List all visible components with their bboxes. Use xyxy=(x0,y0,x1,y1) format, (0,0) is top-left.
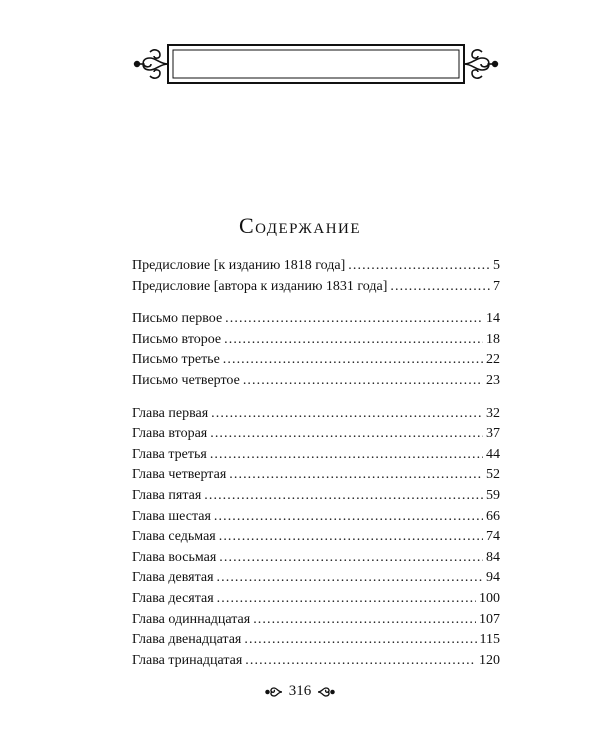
table-of-contents xyxy=(132,256,500,683)
toc-entry[interactable] xyxy=(132,465,500,486)
page-title: Содержание xyxy=(238,213,362,238)
toc-entry-label: Письмо четвертое xyxy=(132,372,240,388)
dot-leader xyxy=(348,256,490,277)
toc-entry-label: Глава двенадцатая xyxy=(132,632,242,648)
toc-entry[interactable] xyxy=(132,277,500,298)
toc-entry-label: Глава первая xyxy=(132,405,209,421)
toc-entry-page: 14 xyxy=(486,311,500,327)
page-footer xyxy=(0,683,600,700)
toc-entry[interactable] xyxy=(132,350,500,371)
toc-entry-page: 32 xyxy=(486,405,500,421)
dot-leader xyxy=(211,404,483,425)
toc-entry[interactable] xyxy=(132,371,500,392)
toc-entry-label: Глава четвертая xyxy=(132,467,227,483)
right-fleuron-icon xyxy=(317,686,335,698)
ornamental-frame-icon xyxy=(130,42,502,86)
toc-entry[interactable] xyxy=(132,330,500,351)
toc-entry-page: 66 xyxy=(486,508,500,524)
toc-entry-page: 107 xyxy=(479,611,500,627)
toc-entry-page: 37 xyxy=(486,426,500,442)
toc-entry-page: 84 xyxy=(486,549,500,565)
toc-entry[interactable] xyxy=(132,507,500,528)
toc-entry[interactable] xyxy=(132,309,500,330)
toc-entry-page: 120 xyxy=(479,652,500,668)
dot-leader xyxy=(224,330,483,351)
dot-leader xyxy=(244,630,476,651)
toc-entry-label: Глава тринадцатая xyxy=(132,652,243,668)
toc-entry[interactable] xyxy=(132,630,500,651)
toc-entry-page: 59 xyxy=(486,487,500,503)
toc-entry-label: Глава пятая xyxy=(132,487,202,503)
dot-leader xyxy=(253,610,476,631)
dot-leader xyxy=(390,277,490,298)
toc-entry-page: 44 xyxy=(486,446,500,462)
toc-entry-page: 115 xyxy=(479,632,500,648)
dot-leader xyxy=(219,548,483,569)
toc-entry[interactable] xyxy=(132,610,500,631)
toc-entry-label: Глава третья xyxy=(132,446,207,462)
toc-entry-label: Глава десятая xyxy=(132,590,214,606)
dot-leader xyxy=(225,309,483,330)
toc-entry-page: 22 xyxy=(486,352,500,368)
toc-group xyxy=(132,404,500,672)
toc-entry[interactable] xyxy=(132,568,500,589)
toc-entry[interactable] xyxy=(132,256,500,277)
toc-entry[interactable] xyxy=(132,424,500,445)
page-number: 316 xyxy=(288,683,312,699)
toc-entry-label: Глава одиннадцатая xyxy=(132,611,251,627)
dot-leader xyxy=(204,486,483,507)
toc-entry-page: 52 xyxy=(486,467,500,483)
toc-entry[interactable] xyxy=(132,486,500,507)
dot-leader xyxy=(214,507,483,528)
dot-leader xyxy=(243,371,483,392)
toc-group xyxy=(132,256,500,297)
toc-entry[interactable] xyxy=(132,651,500,672)
toc-entry-label: Предисловие [к изданию 1818 года] xyxy=(132,258,346,273)
toc-entry-page: 100 xyxy=(479,590,500,606)
toc-entry-label: Письмо первое xyxy=(132,311,223,327)
toc-group xyxy=(132,309,500,391)
toc-entry-label: Глава вторая xyxy=(132,426,208,442)
dot-leader xyxy=(219,527,483,548)
toc-entry-label: Предисловие [автора к изданию 1831 года] xyxy=(132,278,388,294)
header-ornament xyxy=(130,42,502,86)
toc-entry-label: Глава седьмая xyxy=(132,529,216,545)
toc-entry[interactable] xyxy=(132,404,500,425)
dot-leader xyxy=(210,424,483,445)
toc-entry-page: 23 xyxy=(486,372,500,388)
toc-entry-label: Глава девятая xyxy=(132,570,214,586)
dot-leader xyxy=(217,589,476,610)
dot-leader xyxy=(229,465,483,486)
left-fleuron-icon xyxy=(265,686,283,698)
toc-entry[interactable] xyxy=(132,589,500,610)
toc-entry-page: 7 xyxy=(493,278,500,294)
toc-entry[interactable] xyxy=(132,445,500,466)
toc-entry-label: Глава шестая xyxy=(132,508,211,524)
toc-entry-label: Письмо второе xyxy=(132,331,222,347)
toc-entry-label: Глава восьмая xyxy=(132,549,217,565)
dot-leader xyxy=(217,568,483,589)
toc-entry-page: 18 xyxy=(486,331,500,347)
dot-leader xyxy=(223,350,483,371)
toc-entry-page: 5 xyxy=(493,258,500,273)
dot-leader xyxy=(245,651,476,672)
toc-entry[interactable] xyxy=(132,527,500,548)
toc-entry-page: 94 xyxy=(486,570,500,586)
toc-entry[interactable] xyxy=(132,548,500,569)
dot-leader xyxy=(210,445,483,466)
toc-entry-page: 74 xyxy=(486,529,500,545)
toc-entry-label: Письмо третье xyxy=(132,352,220,368)
